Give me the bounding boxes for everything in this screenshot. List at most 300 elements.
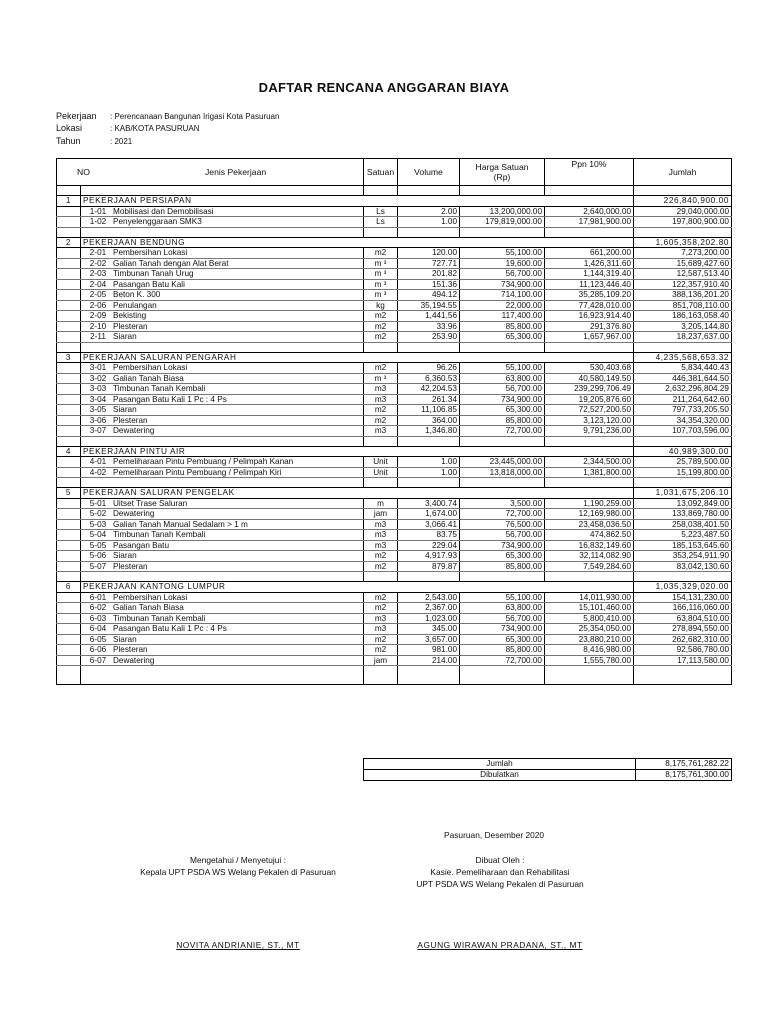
item-volume: 261.34 <box>398 394 460 405</box>
section-number: 1 <box>57 196 81 207</box>
item-description <box>81 300 364 311</box>
item-unit: m ³ <box>364 258 398 269</box>
empty-cell <box>545 675 634 685</box>
blank-row <box>57 666 732 676</box>
item-volume: 2.00 <box>398 206 460 217</box>
item-amount: 2,632,296,804.29 <box>634 384 732 395</box>
item-volume: 11,106.85 <box>398 405 460 416</box>
blank-row <box>57 436 732 446</box>
item-unit: m3 <box>364 624 398 635</box>
item-ppn: 474,862.50 <box>545 530 634 541</box>
section-name: PEKERJAAN PERSIAPAN <box>81 196 634 207</box>
item-code: 2-06 <box>89 300 107 310</box>
item-amount: 3,205,144.80 <box>634 321 732 332</box>
item-unit-price: 734,900.00 <box>460 540 545 551</box>
blank-row <box>57 342 732 352</box>
empty-cell <box>364 342 398 352</box>
item-name: Siaran <box>113 332 137 341</box>
item-description <box>81 321 364 332</box>
empty-cell <box>634 186 732 196</box>
item-unit-price: 22,000.00 <box>460 300 545 311</box>
item-amount: 12,587,513.40 <box>634 269 732 280</box>
meta-lokasi <box>56 123 200 133</box>
empty-cell <box>57 603 81 614</box>
item-ppn: 2,344,500.00 <box>545 457 634 468</box>
empty-cell <box>57 561 81 572</box>
item-code: 2-05 <box>89 290 107 299</box>
item-amount: 797,733,205.50 <box>634 405 732 416</box>
empty-cell <box>634 675 732 685</box>
item-unit: Unit <box>364 467 398 478</box>
item-unit: m ³ <box>364 373 398 384</box>
item-row <box>57 415 732 426</box>
item-row <box>57 290 732 301</box>
item-code: 2-10 <box>89 321 107 331</box>
item-name: Pasangan Batu Kali 1 Pc : 4 Ps <box>113 624 227 633</box>
signature-right-name: AGUNG WIRAWAN PRADANA, ST., MT <box>417 940 583 950</box>
item-ppn: 12,169,980.00 <box>545 509 634 520</box>
section-row <box>57 446 732 457</box>
item-description <box>81 519 364 530</box>
empty-cell <box>545 666 634 676</box>
item-ppn: 661,200.00 <box>545 248 634 259</box>
item-unit-price: 13,200,000.00 <box>460 206 545 217</box>
item-amount: 185,153,645.60 <box>634 540 732 551</box>
empty-cell <box>57 415 81 426</box>
item-name: Dewatering <box>113 426 155 435</box>
empty-cell <box>57 363 81 374</box>
item-unit-price: 56,700.00 <box>460 530 545 541</box>
item-row <box>57 363 732 374</box>
item-description <box>81 290 364 301</box>
empty-cell <box>57 373 81 384</box>
item-ppn: 72,527,200.50 <box>545 405 634 416</box>
empty-cell <box>364 478 398 488</box>
empty-cell <box>398 342 460 352</box>
item-unit-price: 65,300.00 <box>460 332 545 343</box>
empty-cell <box>460 666 545 676</box>
meta-value: : KAB/KOTA PASURUAN <box>110 124 200 133</box>
empty-cell <box>57 624 81 635</box>
empty-cell <box>57 540 81 551</box>
item-unit: m3 <box>364 519 398 530</box>
empty-cell <box>57 405 81 416</box>
item-name: Timbunan Tanah Urug <box>113 269 194 278</box>
item-amount: 211,264,642.60 <box>634 394 732 405</box>
item-ppn: 5,800,410.00 <box>545 613 634 624</box>
empty-cell <box>57 645 81 656</box>
item-volume: 2,543.00 <box>398 592 460 603</box>
item-code: 5-05 <box>89 540 107 550</box>
empty-cell <box>398 436 460 446</box>
item-unit-price: 23,445,000.00 <box>460 457 545 468</box>
item-code: 5-03 <box>89 519 107 529</box>
empty-cell <box>57 217 81 228</box>
item-name: Siaran <box>113 634 137 644</box>
empty-cell <box>398 675 460 685</box>
item-unit: m2 <box>364 645 398 656</box>
empty-cell <box>545 186 634 196</box>
blank-row <box>57 478 732 488</box>
item-name: Uitset Trase Saluran <box>113 498 188 508</box>
item-volume: 1,441.56 <box>398 311 460 322</box>
item-code: 3-03 <box>89 384 107 393</box>
item-name: Dewatering <box>113 509 155 518</box>
empty-cell <box>545 342 634 352</box>
empty-cell <box>57 300 81 311</box>
item-volume: 151.36 <box>398 279 460 290</box>
signature-right-line1: Dibuat Oleh : <box>475 855 525 865</box>
section-row <box>57 582 732 593</box>
item-row <box>57 300 732 311</box>
empty-cell <box>545 227 634 237</box>
item-row <box>57 592 732 603</box>
section-row <box>57 352 732 363</box>
item-description <box>81 613 364 624</box>
item-amount: 15,689,427.60 <box>634 258 732 269</box>
item-ppn: 16,923,914.40 <box>545 311 634 322</box>
item-ppn: 23,458,036.50 <box>545 519 634 530</box>
item-description <box>81 363 364 374</box>
item-description <box>81 509 364 520</box>
item-code: 2-01 <box>89 248 107 257</box>
empty-cell <box>57 332 81 343</box>
item-code: 6-04 <box>89 624 107 633</box>
item-volume: 3,066.41 <box>398 519 460 530</box>
item-code: 6-07 <box>89 655 107 665</box>
item-ppn: 3,123,120.00 <box>545 415 634 426</box>
item-unit-price: 65,300.00 <box>460 634 545 645</box>
header-volume: Volume <box>398 159 460 186</box>
section-number: 4 <box>57 446 81 457</box>
empty-cell <box>398 572 460 582</box>
item-row <box>57 561 732 572</box>
empty-cell <box>57 655 81 666</box>
item-volume: 879.87 <box>398 561 460 572</box>
item-name: Timbunan Tanah Kembali <box>113 384 206 393</box>
blank-row <box>57 227 732 237</box>
item-code: 6-02 <box>89 603 107 612</box>
empty-cell <box>57 467 81 478</box>
item-ppn: 23,880,210.00 <box>545 634 634 645</box>
item-ppn: 239,299,706.49 <box>545 384 634 395</box>
item-ppn: 77,428,010.00 <box>545 300 634 311</box>
item-unit-price: 19,600.00 <box>460 258 545 269</box>
item-code: 4-01 <box>89 457 107 466</box>
item-row <box>57 206 732 217</box>
item-description <box>81 592 364 603</box>
item-name: Plesteran <box>113 645 148 654</box>
item-volume: 4,917.93 <box>398 551 460 562</box>
item-unit-price: 56,700.00 <box>460 613 545 624</box>
item-code: 5-02 <box>89 509 107 518</box>
item-amount: 63,804,510.00 <box>634 613 732 624</box>
empty-cell <box>57 457 81 468</box>
item-ppn: 1,657,967.00 <box>545 332 634 343</box>
item-description <box>81 634 364 645</box>
empty-cell <box>81 342 364 352</box>
item-row <box>57 530 732 541</box>
header-harga-unit: (Rp) <box>493 172 511 182</box>
empty-cell <box>460 478 545 488</box>
item-amount: 197,800,900.00 <box>634 217 732 228</box>
header-satuan: Satuan <box>364 159 398 186</box>
empty-cell <box>634 436 732 446</box>
item-unit: m2 <box>364 321 398 332</box>
item-name: Pasangan Batu Kali <box>113 279 185 289</box>
item-row <box>57 645 732 656</box>
item-code: 2-11 <box>90 332 106 341</box>
item-unit-price: 56,700.00 <box>460 269 545 280</box>
item-name: Galian Tanah Biasa <box>113 373 184 383</box>
section-name: PEKERJAAN BENDUNG <box>81 237 634 248</box>
item-name: Pembersihan Lokasi <box>113 363 188 372</box>
empty-cell <box>81 675 364 685</box>
item-volume: 2,367.00 <box>398 603 460 614</box>
item-ppn: 1,555,780.00 <box>545 655 634 666</box>
item-name: Plesteran <box>113 321 148 331</box>
empty-cell <box>57 279 81 290</box>
item-code: 6-06 <box>89 645 107 654</box>
item-unit: kg <box>364 300 398 311</box>
item-unit: m2 <box>364 405 398 416</box>
item-ppn: 35,285,109.20 <box>545 290 634 301</box>
empty-cell <box>57 186 81 196</box>
item-volume: 3,400.74 <box>398 498 460 509</box>
section-name: PEKERJAAN SALURAN PENGELAK <box>81 488 634 499</box>
item-description <box>81 269 364 280</box>
item-ppn: 9,791,236.00 <box>545 426 634 437</box>
item-name: Dewatering <box>113 655 155 665</box>
item-row <box>57 332 732 343</box>
empty-cell <box>398 227 460 237</box>
item-volume: 6,360.53 <box>398 373 460 384</box>
empty-cell <box>57 321 81 332</box>
item-row <box>57 311 732 322</box>
item-unit: m2 <box>364 311 398 322</box>
empty-cell <box>57 519 81 530</box>
item-name: Siaran <box>113 551 137 560</box>
item-amount: 34,354,320.00 <box>634 415 732 426</box>
header-ppn: Ppn 10% <box>545 159 634 186</box>
empty-cell <box>57 227 81 237</box>
meta-value: : Perencanaan Bangunan Irigasi Kota Pasuruan <box>110 112 280 121</box>
item-code: 3-01 <box>89 363 107 372</box>
signature-right-line2: Kasie. Pemeliharaan dan Rehabilitasi <box>430 867 570 877</box>
item-ppn: 1,190,259.00 <box>545 498 634 509</box>
empty-cell <box>57 384 81 395</box>
meta-pekerjaan <box>56 111 279 121</box>
item-amount: 92,586,780.00 <box>634 645 732 656</box>
item-description <box>81 457 364 468</box>
item-code: 3-06 <box>89 415 107 425</box>
item-unit-price: 117,400.00 <box>460 311 545 322</box>
item-ppn: 11,123,446.40 <box>545 279 634 290</box>
empty-cell <box>364 572 398 582</box>
item-ppn: 17,981,900.00 <box>545 217 634 228</box>
item-name: Galian Tanah dengan Alat Berat <box>113 258 229 268</box>
item-unit: m2 <box>364 634 398 645</box>
section-total: 4,235,568,653.32 <box>634 352 732 363</box>
item-amount: 107,703,596.00 <box>634 426 732 437</box>
empty-cell <box>460 436 545 446</box>
item-unit-price: 734,900.00 <box>460 279 545 290</box>
item-volume: 364.00 <box>398 415 460 426</box>
item-volume: 1.00 <box>398 457 460 468</box>
item-description <box>81 384 364 395</box>
item-unit-price: 55,100.00 <box>460 363 545 374</box>
section-total: 226,840,900.00 <box>634 196 732 207</box>
item-name: Plesteran <box>113 415 148 425</box>
section-total: 1,031,675,206.10 <box>634 488 732 499</box>
item-ppn: 1,381,800.00 <box>545 467 634 478</box>
empty-cell <box>57 509 81 520</box>
item-unit: m2 <box>364 415 398 426</box>
item-volume: 35,194.55 <box>398 300 460 311</box>
totals-table <box>363 758 732 781</box>
item-unit: m3 <box>364 530 398 541</box>
item-unit-price: 65,300.00 <box>460 551 545 562</box>
item-ppn: 14,011,930.00 <box>545 592 634 603</box>
section-name: PEKERJAAN PINTU AIR <box>81 446 634 457</box>
item-unit: m2 <box>364 332 398 343</box>
empty-cell <box>57 634 81 645</box>
item-ppn: 1,144,319.40 <box>545 269 634 280</box>
item-description <box>81 248 364 259</box>
empty-cell <box>57 530 81 541</box>
item-volume: 83.75 <box>398 530 460 541</box>
item-amount: 18,237,637.00 <box>634 332 732 343</box>
item-ppn: 1,426,311.60 <box>545 258 634 269</box>
section-row <box>57 237 732 248</box>
item-description <box>81 394 364 405</box>
total-label: Jumlah <box>364 759 636 770</box>
empty-cell <box>364 186 398 196</box>
item-name: Pembersihan Lokasi <box>113 592 188 602</box>
item-description <box>81 206 364 217</box>
item-row <box>57 269 732 280</box>
item-ppn: 16,832,149.60 <box>545 540 634 551</box>
empty-cell <box>364 675 398 685</box>
item-volume: 42,204.53 <box>398 384 460 395</box>
item-unit: m2 <box>364 592 398 603</box>
empty-cell <box>57 666 81 676</box>
item-description <box>81 332 364 343</box>
table-body <box>57 186 732 685</box>
empty-cell <box>364 436 398 446</box>
item-unit: m ³ <box>364 290 398 301</box>
section-name: PEKERJAAN SALURAN PENGARAH <box>81 352 634 363</box>
item-code: 2-09 <box>89 311 107 320</box>
item-unit-price: 714,100.00 <box>460 290 545 301</box>
item-amount: 258,038,401.50 <box>634 519 732 530</box>
item-unit-price: 63,800.00 <box>460 373 545 384</box>
item-code: 5-01 <box>89 498 107 508</box>
item-description <box>81 258 364 269</box>
item-name: Plesteran <box>113 561 148 571</box>
empty-cell <box>57 675 81 685</box>
meta-label: Tahun <box>56 136 81 146</box>
item-unit: m2 <box>364 603 398 614</box>
section-number: 6 <box>57 582 81 593</box>
item-unit: m3 <box>364 384 398 395</box>
item-volume: 201.82 <box>398 269 460 280</box>
item-unit: Ls <box>364 206 398 217</box>
budget-table <box>56 158 732 685</box>
item-ppn: 7,549,284.60 <box>545 561 634 572</box>
empty-cell <box>81 186 364 196</box>
item-volume: 1,674.00 <box>398 509 460 520</box>
empty-cell <box>81 227 364 237</box>
item-code: 3-04 <box>89 394 107 404</box>
empty-cell <box>460 342 545 352</box>
item-ppn: 25,354,050.00 <box>545 624 634 635</box>
item-volume: 253.90 <box>398 332 460 343</box>
item-amount: 353,254,911.90 <box>634 551 732 562</box>
item-amount: 15,199,800.00 <box>634 467 732 478</box>
item-unit: m3 <box>364 426 398 437</box>
item-name: Beton K. 300 <box>113 290 161 299</box>
empty-cell <box>57 269 81 280</box>
item-unit: jam <box>364 655 398 666</box>
item-unit-price: 72,700.00 <box>460 655 545 666</box>
item-unit: m3 <box>364 540 398 551</box>
item-volume: 345.00 <box>398 624 460 635</box>
item-unit: m2 <box>364 363 398 374</box>
item-unit-price: 3,500.00 <box>460 498 545 509</box>
item-unit-price: 65,300.00 <box>460 405 545 416</box>
item-row <box>57 613 732 624</box>
item-ppn: 40,580,149.50 <box>545 373 634 384</box>
item-row <box>57 655 732 666</box>
item-row <box>57 258 732 269</box>
item-description <box>81 551 364 562</box>
item-amount: 5,223,487.50 <box>634 530 732 541</box>
item-amount: 446,381,644.50 <box>634 373 732 384</box>
item-row <box>57 467 732 478</box>
total-value: 8,175,761,282.22 <box>636 759 732 770</box>
item-code: 1-01 <box>89 206 107 216</box>
item-volume: 229.04 <box>398 540 460 551</box>
item-volume: 214.00 <box>398 655 460 666</box>
empty-cell <box>57 248 81 259</box>
empty-cell <box>364 666 398 676</box>
meta-label: Lokasi <box>56 123 83 133</box>
empty-cell <box>81 478 364 488</box>
item-ppn: 291,376.80 <box>545 321 634 332</box>
item-unit-price: 72,700.00 <box>460 426 545 437</box>
rounded-total-row <box>364 770 732 781</box>
empty-cell <box>57 498 81 509</box>
item-volume: 33.96 <box>398 321 460 332</box>
item-volume: 120.00 <box>398 248 460 259</box>
item-description <box>81 426 364 437</box>
item-ppn: 2,640,000.00 <box>545 206 634 217</box>
item-unit-price: 76,500.00 <box>460 519 545 530</box>
empty-cell <box>57 311 81 322</box>
item-name: Siaran <box>113 405 137 414</box>
header-no: NO <box>77 167 90 177</box>
item-name: Pasangan Batu <box>113 540 169 550</box>
item-amount: 5,834,440.43 <box>634 363 732 374</box>
item-row <box>57 551 732 562</box>
item-description <box>81 530 364 541</box>
item-ppn: 530,403.68 <box>545 363 634 374</box>
empty-cell <box>57 258 81 269</box>
item-code: 3-02 <box>89 373 107 383</box>
item-volume: 3,657.00 <box>398 634 460 645</box>
signature-left-block <box>118 855 358 877</box>
